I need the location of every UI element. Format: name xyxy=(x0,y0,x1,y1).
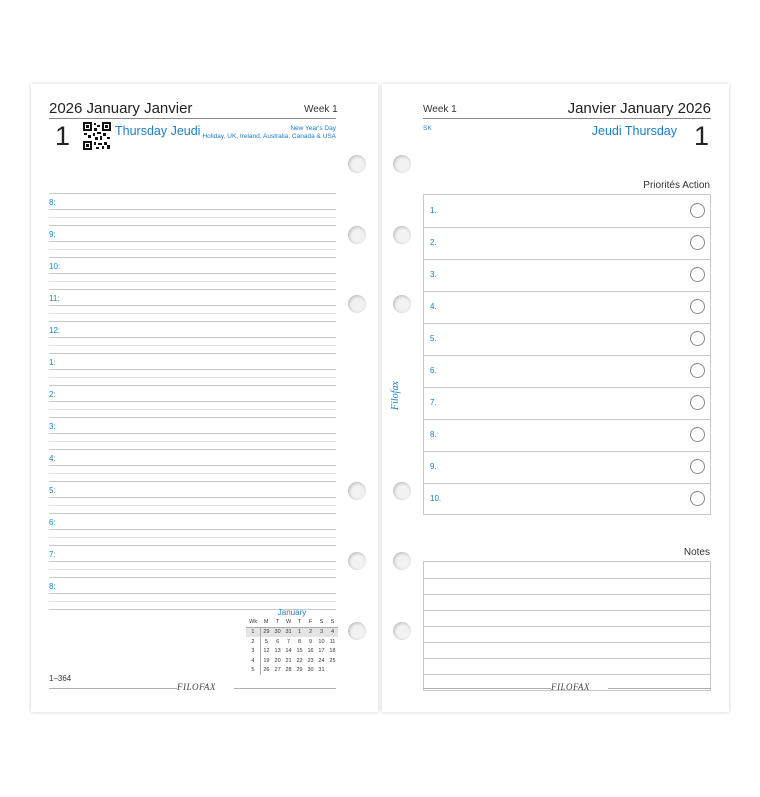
hour-rule xyxy=(194,321,336,322)
hour-rule xyxy=(49,401,208,402)
hour-rule xyxy=(49,257,208,258)
mini-calendar-day: 5 xyxy=(246,666,260,676)
hour-rule xyxy=(194,505,336,506)
hour-rule xyxy=(49,249,208,250)
priority-row[interactable] xyxy=(424,227,710,260)
hour-rule xyxy=(194,385,336,386)
hour-rule xyxy=(194,225,336,226)
priority-row[interactable] xyxy=(424,451,710,484)
hour-label: 10: xyxy=(49,262,61,271)
priority-row[interactable] xyxy=(424,259,710,292)
note-line xyxy=(424,658,710,659)
priority-row[interactable] xyxy=(424,195,710,228)
holiday-regions: Holiday, UK, Ireland, Australia, Canada & USA xyxy=(202,133,336,140)
priority-checkbox-icon[interactable] xyxy=(690,299,705,314)
left-header-rule xyxy=(49,118,336,119)
spine-brand: Filofax xyxy=(390,381,401,410)
hour-label: 1: xyxy=(49,358,56,367)
mini-calendar-header: T xyxy=(294,617,305,627)
mini-calendar-header: F xyxy=(305,617,316,627)
footer-rule-right xyxy=(234,688,336,689)
note-line xyxy=(424,642,710,643)
mini-calendar-day: 31 xyxy=(318,667,325,674)
mini-calendar-day: 25 xyxy=(329,657,336,664)
mini-calendar-day: 4 xyxy=(327,627,338,637)
hour-rule xyxy=(49,337,208,338)
hour-rule xyxy=(49,465,208,466)
note-line xyxy=(424,594,710,595)
qr-code-icon xyxy=(83,122,111,150)
mini-calendar-month: January xyxy=(277,608,307,617)
mini-calendar-day: 6 xyxy=(276,638,280,645)
mini-calendar-week xyxy=(246,627,338,637)
left-week-label: Week 1 xyxy=(304,104,338,115)
hour-label: 11: xyxy=(49,294,60,303)
right-page xyxy=(382,84,729,712)
mini-calendar-day: 1 xyxy=(246,627,260,637)
hour-rule xyxy=(194,257,336,258)
hour-rule xyxy=(194,289,336,290)
ring-hole-icon xyxy=(393,295,411,313)
ring-hole-icon xyxy=(393,226,411,244)
hour-rule xyxy=(49,409,208,410)
hour-rule xyxy=(49,209,208,210)
mini-calendar-day: 22 xyxy=(296,657,303,664)
mini-calendar-day: 1 xyxy=(294,627,305,637)
left-day-name: Thursday Jeudi xyxy=(115,124,201,138)
hour-rule xyxy=(194,537,336,538)
ring-hole-icon xyxy=(393,622,411,640)
hour-rule xyxy=(194,313,336,314)
hour-label: 8: xyxy=(49,582,56,591)
mini-calendar-header: M xyxy=(260,617,272,627)
mini-calendar-day: 18 xyxy=(329,648,336,655)
mini-calendar-day: 11 xyxy=(329,638,336,645)
hour-label: 9: xyxy=(49,230,56,239)
hour-rule xyxy=(49,385,208,386)
left-page xyxy=(31,84,378,712)
priority-checkbox-icon[interactable] xyxy=(690,491,705,506)
hour-rule xyxy=(194,401,336,402)
mini-calendar-header: S xyxy=(316,617,327,627)
mini-calendar-header: W xyxy=(283,617,294,627)
mini-calendar-day: 3 xyxy=(316,627,327,637)
priority-row[interactable] xyxy=(424,355,710,388)
hour-rule xyxy=(49,577,208,578)
mini-calendar-day xyxy=(327,666,338,676)
hour-rule xyxy=(49,417,208,418)
mini-calendar-week xyxy=(246,666,338,676)
hour-label: 5: xyxy=(49,486,56,495)
mini-calendar-day: 13 xyxy=(274,648,281,655)
hour-label: 6: xyxy=(49,518,56,527)
right-page-title: Janvier January 2026 xyxy=(567,100,711,117)
hour-rule xyxy=(194,353,336,354)
hour-rule xyxy=(194,529,336,530)
mini-calendar-day: 3 xyxy=(246,647,260,657)
hour-label: 8: xyxy=(49,198,56,207)
right-footer-rule-right xyxy=(608,688,711,689)
hour-rule xyxy=(194,569,336,570)
hour-rule xyxy=(49,321,208,322)
mini-calendar-week xyxy=(246,656,338,666)
note-line xyxy=(424,610,710,611)
right-day-number: 1 xyxy=(693,121,709,151)
page-code: 1–364 xyxy=(49,674,72,683)
hour-rule xyxy=(49,513,208,514)
mini-calendar-day: 29 xyxy=(260,627,272,637)
hour-rule xyxy=(49,305,208,306)
mini-calendar-day: 5 xyxy=(264,638,268,645)
hour-rule xyxy=(49,377,208,378)
priority-checkbox-icon[interactable] xyxy=(690,459,705,474)
mini-calendar-day: 16 xyxy=(307,648,314,655)
right-footer-rule-left xyxy=(423,688,551,689)
right-header-rule xyxy=(423,118,711,119)
hour-rule xyxy=(49,569,208,570)
ring-hole-icon xyxy=(348,552,366,570)
mini-calendar-day: 31 xyxy=(283,627,294,637)
priority-row[interactable] xyxy=(424,387,710,420)
hour-rule xyxy=(194,593,336,594)
hour-rule xyxy=(194,473,336,474)
hour-rule xyxy=(194,481,336,482)
right-day-name: Jeudi Thursday xyxy=(591,124,677,138)
mini-calendar-day: 2 xyxy=(305,627,316,637)
hour-rule xyxy=(194,409,336,410)
ring-hole-icon xyxy=(393,155,411,173)
priorities-list xyxy=(423,194,711,515)
hour-rule xyxy=(49,609,208,610)
priority-number: 1. xyxy=(430,206,437,215)
mini-calendar-table xyxy=(246,617,338,675)
hour-rule xyxy=(194,433,336,434)
hour-rule xyxy=(49,529,208,530)
note-line xyxy=(424,578,710,579)
mini-calendar-week xyxy=(246,637,338,647)
priority-number: 8. xyxy=(430,430,437,439)
priority-checkbox-icon[interactable] xyxy=(690,235,705,250)
holiday-title: New Year's Day xyxy=(290,125,336,132)
mini-calendar-day: 17 xyxy=(318,648,325,655)
mini-calendar-day: 21 xyxy=(285,657,292,664)
hour-rule xyxy=(49,593,208,594)
hour-rule xyxy=(194,217,336,218)
hour-rule xyxy=(49,225,208,226)
hour-rule xyxy=(194,369,336,370)
hour-rule xyxy=(49,353,208,354)
hour-rule xyxy=(194,193,336,194)
hour-rule xyxy=(49,193,208,194)
mini-calendar-day: 24 xyxy=(318,657,325,664)
priority-row[interactable] xyxy=(424,483,710,515)
ring-hole-icon xyxy=(348,226,366,244)
right-brand-logo: FILOFAX xyxy=(551,682,590,692)
priority-number: 9. xyxy=(430,462,437,471)
hour-rule xyxy=(49,441,208,442)
hour-rule xyxy=(49,433,208,434)
hour-rule xyxy=(194,345,336,346)
hour-rule xyxy=(49,241,208,242)
hour-rule xyxy=(194,337,336,338)
hour-rule xyxy=(194,273,336,274)
mini-calendar-header: S xyxy=(327,617,338,627)
hour-rule xyxy=(194,305,336,306)
priority-checkbox-icon[interactable] xyxy=(690,427,705,442)
priority-row[interactable] xyxy=(424,323,710,356)
hour-rule xyxy=(194,561,336,562)
hour-rule xyxy=(49,217,208,218)
ring-hole-icon xyxy=(348,482,366,500)
mini-calendar-day: 29 xyxy=(296,667,303,674)
notes-area[interactable] xyxy=(423,561,711,691)
ring-hole-icon xyxy=(348,295,366,313)
priority-number: 2. xyxy=(430,238,437,247)
ring-hole-icon xyxy=(393,482,411,500)
priority-number: 4. xyxy=(430,302,437,311)
right-week-label: Week 1 xyxy=(423,104,457,115)
mini-calendar-day: 30 xyxy=(272,627,283,637)
priority-number: 6. xyxy=(430,366,437,375)
hour-rule xyxy=(49,561,208,562)
mini-calendar-day: 7 xyxy=(287,638,291,645)
notes-label: Notes xyxy=(683,547,710,558)
hour-rule xyxy=(49,281,208,282)
hour-rule xyxy=(49,313,208,314)
hour-rule xyxy=(49,273,208,274)
hour-label: 3: xyxy=(49,422,56,431)
hour-rule xyxy=(194,465,336,466)
mini-calendar-day: 20 xyxy=(274,657,281,664)
priority-number: 7. xyxy=(430,398,437,407)
hour-rule xyxy=(194,281,336,282)
hour-rule xyxy=(49,481,208,482)
priority-checkbox-icon[interactable] xyxy=(690,203,705,218)
ring-hole-icon xyxy=(348,622,366,640)
hour-rule xyxy=(194,249,336,250)
hour-rule xyxy=(194,377,336,378)
mini-calendar-week xyxy=(246,647,338,657)
priority-checkbox-icon[interactable] xyxy=(690,395,705,410)
small-code: SK xyxy=(423,125,432,132)
hour-rule xyxy=(49,505,208,506)
hour-rule xyxy=(194,241,336,242)
hour-rule xyxy=(49,497,208,498)
hour-rule xyxy=(49,449,208,450)
mini-calendar-day: 19 xyxy=(263,657,270,664)
mini-calendar-day: 8 xyxy=(298,638,302,645)
left-page-title: 2026 January Janvier xyxy=(49,100,193,117)
hour-label: 2: xyxy=(49,390,56,399)
mini-calendar-day: 28 xyxy=(285,667,292,674)
ring-hole-icon xyxy=(393,552,411,570)
mini-calendar-day: 4 xyxy=(246,656,260,666)
note-line xyxy=(424,674,710,675)
priority-checkbox-icon[interactable] xyxy=(690,363,705,378)
brand-logo: FILOFAX xyxy=(177,682,216,692)
ring-hole-icon xyxy=(348,155,366,173)
note-line xyxy=(424,626,710,627)
hour-rule xyxy=(194,601,336,602)
hour-rule xyxy=(49,289,208,290)
hour-rule xyxy=(194,209,336,210)
hour-rule xyxy=(194,577,336,578)
mini-calendar-day: 2 xyxy=(246,637,260,647)
mini-calendar-day: 27 xyxy=(274,667,281,674)
hour-rule xyxy=(194,513,336,514)
hour-label: 12: xyxy=(49,326,61,335)
mini-calendar-day: 23 xyxy=(307,657,314,664)
priority-row[interactable] xyxy=(424,419,710,452)
priority-checkbox-icon[interactable] xyxy=(690,267,705,282)
mini-calendar-day: 30 xyxy=(307,667,314,674)
hour-rule xyxy=(194,449,336,450)
mini-calendar-header: Wk xyxy=(246,617,260,627)
priority-row[interactable] xyxy=(424,291,710,324)
hour-rule xyxy=(49,545,208,546)
priority-number: 10. xyxy=(430,494,442,503)
hour-rule xyxy=(49,345,208,346)
hour-rule xyxy=(49,601,208,602)
hour-label: 4: xyxy=(49,454,56,463)
mini-calendar-day: 14 xyxy=(285,648,292,655)
priority-number: 5. xyxy=(430,334,437,343)
footer-rule-left xyxy=(49,688,177,689)
priority-checkbox-icon[interactable] xyxy=(690,331,705,346)
hour-rule xyxy=(194,441,336,442)
mini-calendar-day: 12 xyxy=(263,648,270,655)
hour-rule xyxy=(194,497,336,498)
priority-number: 3. xyxy=(430,270,437,279)
left-day-number: 1 xyxy=(55,121,71,151)
hour-label: 7: xyxy=(49,550,56,559)
hour-rule xyxy=(49,369,208,370)
mini-calendar-day: 10 xyxy=(318,638,325,645)
hour-rule xyxy=(49,537,208,538)
mini-calendar-header: T xyxy=(272,617,283,627)
mini-calendar-day: 26 xyxy=(263,667,270,674)
priorities-label: Priorités Action xyxy=(643,180,710,191)
mini-calendar xyxy=(246,608,338,675)
hour-rule xyxy=(194,545,336,546)
hour-rule xyxy=(49,473,208,474)
mini-calendar-day: 9 xyxy=(308,638,313,645)
hour-rule xyxy=(194,417,336,418)
mini-calendar-day: 15 xyxy=(296,648,303,655)
